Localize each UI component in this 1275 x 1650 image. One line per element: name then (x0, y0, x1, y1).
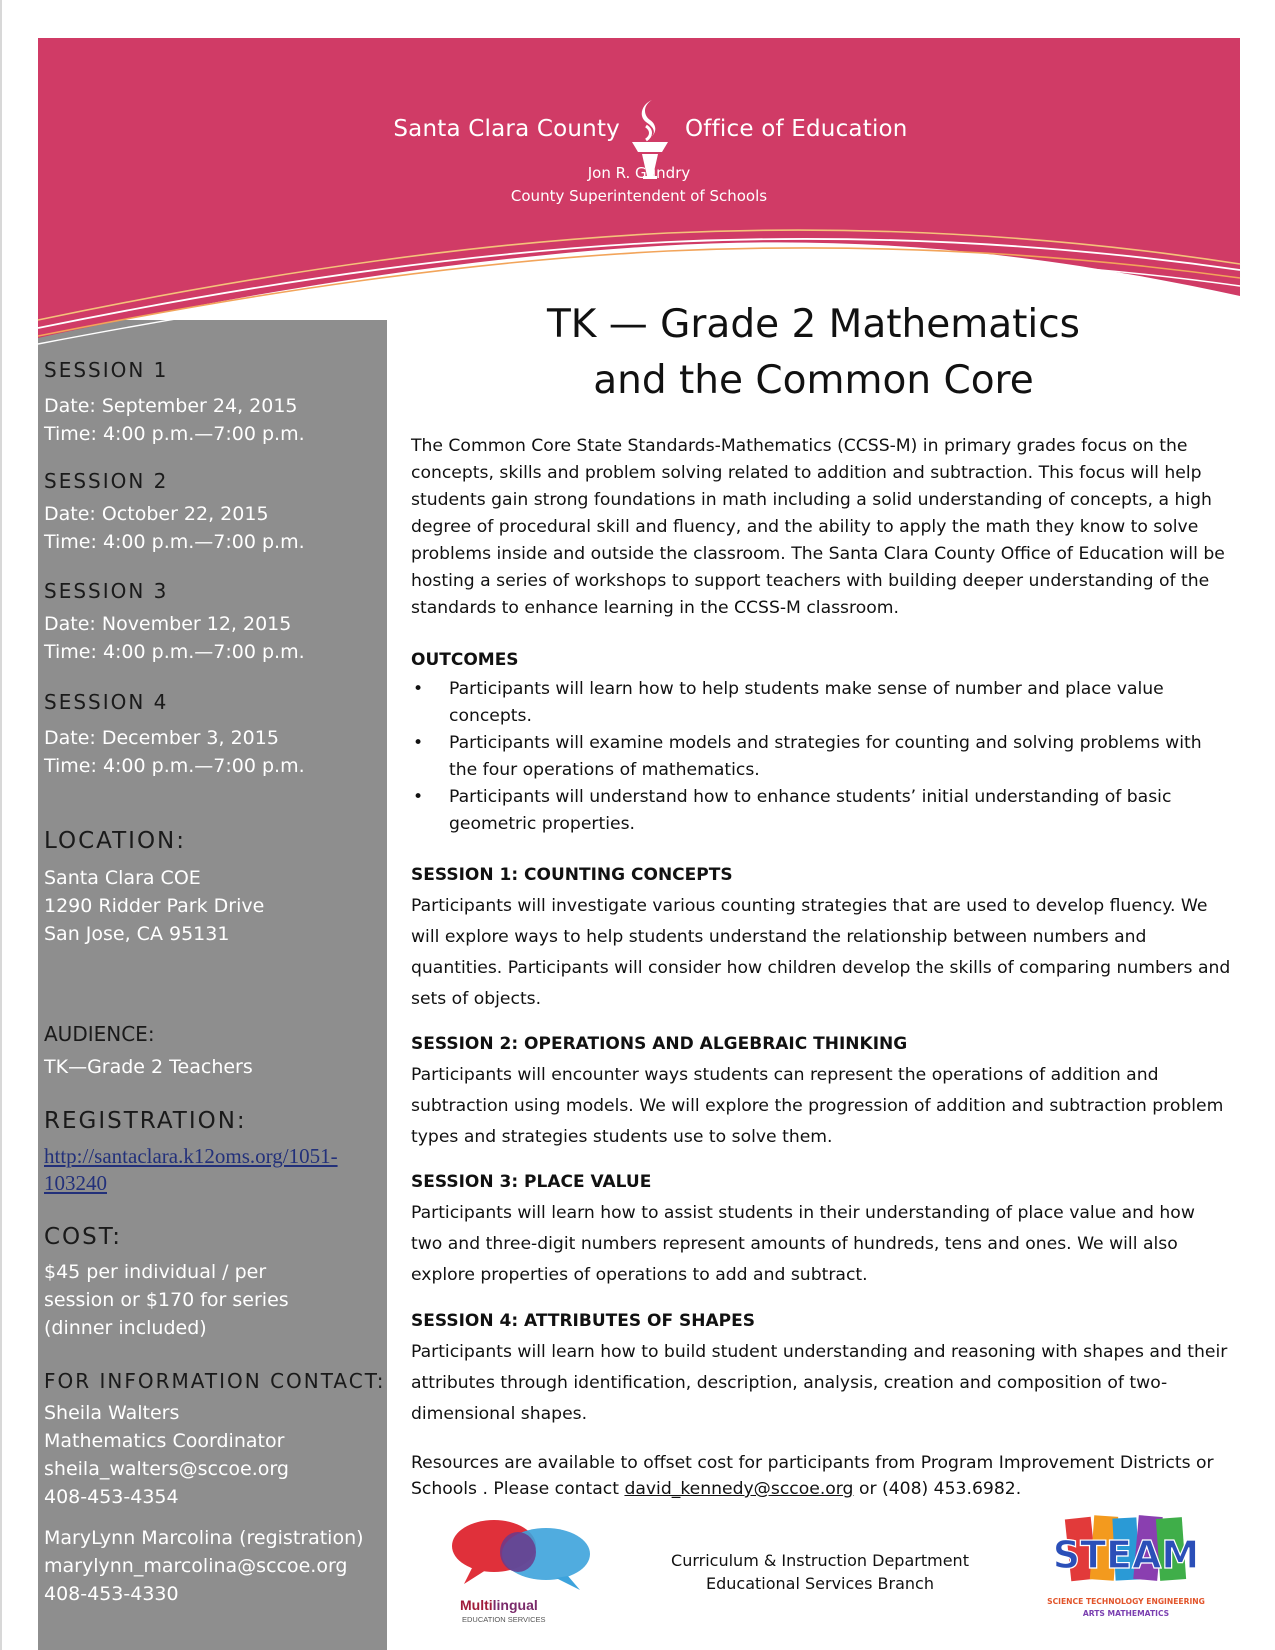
mls-logo-subtext: EDUCATION SERVICES (462, 1615, 546, 1624)
session-date: Date: September 24, 2015 (44, 395, 298, 417)
cost-line: (dinner included) (44, 1317, 207, 1339)
outcomes-list (411, 676, 1231, 838)
intro-paragraph: The Common Core State Standards-Mathematics (CCSS-M) in primary grades focus on the concepts, skills and problem solving related to addition and subtraction. This focus will help students gain strong foundations in math including a solid understanding of concepts, a high degree of procedural skill and fluency, and the ability to apply the math they know to solve problems inside and outside the classroom. The Santa Clara County Office of Education will be hosting a series of workshops to support teachers with building deeper understanding of the standards to enhance learning in the CCSS-M classroom. (411, 436, 1225, 618)
contact-heading: FOR INFORMATION CONTACT: (44, 1369, 386, 1393)
registration-link[interactable] (44, 1143, 338, 1197)
superintendent-name: Jon R. Gundry (587, 164, 691, 182)
org-name-left: Santa Clara County (393, 116, 620, 142)
session-4-section (411, 1306, 1231, 1430)
cost-heading: COST: (44, 1224, 123, 1250)
contact-name: MaryLynn Marcolina (registration) (44, 1527, 364, 1549)
resources-note (411, 1450, 1231, 1502)
cost-line: $45 per individual / per (44, 1261, 267, 1283)
contact-email[interactable]: sheila_walters@sccoe.org (44, 1458, 289, 1480)
session-1-section (411, 860, 1231, 1015)
steam-logo-subtext: ARTS MATHEMATICS (1082, 1609, 1170, 1618)
superintendent-title: County Superintendent of Schools (510, 187, 768, 205)
sidebar-session-2-details (44, 500, 305, 556)
registration-link-line[interactable]: 103240 (44, 1171, 107, 1195)
steam-logo-subtext: SCIENCE TECHNOLOGY ENGINEERING (1047, 1597, 1205, 1606)
contact-marylynn (44, 1524, 364, 1608)
session-time: Time: 4:00 p.m.—7:00 p.m. (44, 755, 305, 777)
resources-email-link[interactable]: david_kennedy@sccoe.org (624, 1479, 854, 1499)
registration-heading: REGISTRATION: (44, 1108, 247, 1134)
list-item: • Participants will understand how to enhance students’ initial understanding of basic geometric properties. (411, 784, 1231, 838)
multilingual-services-logo (450, 1518, 592, 1636)
session-time: Time: 4:00 p.m.—7:00 p.m. (44, 423, 305, 445)
session-heading: SESSION 4: ATTRIBUTES OF SHAPES (411, 1311, 755, 1331)
sidebar-session-4-heading: SESSION 4 (44, 690, 169, 714)
session-date: Date: October 22, 2015 (44, 503, 269, 525)
org-name-right: Office of Education (685, 116, 908, 142)
department-line: Educational Services Branch (706, 1574, 934, 1593)
session-time: Time: 4:00 p.m.—7:00 p.m. (44, 531, 305, 553)
session-2-section (411, 1029, 1231, 1153)
department-info (620, 1549, 1020, 1595)
outcomes-section (411, 647, 1231, 838)
superintendent (38, 162, 1240, 208)
contact-name: Sheila Walters (44, 1402, 180, 1424)
contact-email[interactable]: marylynn_marcolina@sccoe.org (44, 1555, 348, 1577)
audience-heading: AUDIENCE: (44, 1022, 155, 1046)
title-line-2: and the Common Core (593, 358, 1034, 403)
registration-link-line[interactable]: http://santaclara.k12oms.org/1051- (44, 1144, 338, 1168)
title-line-1: TK — Grade 2 Mathematics (546, 302, 1081, 347)
list-item: • Participants will learn how to help students make sense of number and place value concepts. (411, 676, 1231, 730)
sidebar-session-4-details (44, 724, 305, 780)
mls-logo-text: Multilingual (460, 1597, 538, 1613)
contact-sheila (44, 1399, 289, 1511)
session-heading: SESSION 3: PLACE VALUE (411, 1172, 652, 1192)
resources-phone: or (408) 453.6982. (858, 1479, 1022, 1499)
address-line: Santa Clara COE (44, 867, 201, 889)
page-title (387, 297, 1240, 409)
session-body: Participants will learn how to build student understanding and reasoning with shapes and their attributes through identification, description, analysis, creation and composition of two-dimensional shapes. (411, 1342, 1228, 1424)
cost-line: session or $170 for series (44, 1289, 289, 1311)
sidebar-session-1-heading: SESSION 1 (44, 358, 169, 382)
location-heading: LOCATION: (44, 828, 186, 854)
session-date: Date: December 3, 2015 (44, 727, 279, 749)
contact-phone: 408-453-4330 (44, 1583, 179, 1605)
sidebar-session-1-details (44, 392, 305, 448)
resources-text: Resources are available to offset cost for participants from Program Improvement Districts or Schools . Please contact (411, 1453, 1214, 1499)
address-line: 1290 Ridder Park Drive (44, 895, 265, 917)
session-heading: SESSION 2: OPERATIONS AND ALGEBRAIC THINKING (411, 1034, 908, 1054)
org-name (38, 96, 1240, 156)
audience-value: TK—Grade 2 Teachers (44, 1056, 253, 1078)
address-line: San Jose, CA 95131 (44, 923, 230, 945)
sidebar-session-2-heading: SESSION 2 (44, 469, 169, 493)
session-time: Time: 4:00 p.m.—7:00 p.m. (44, 641, 305, 663)
session-heading: SESSION 1: COUNTING CONCEPTS (411, 865, 733, 885)
department-line: Curriculum & Instruction Department (671, 1551, 969, 1570)
session-body: Participants will learn how to assist students in their understanding of place value and how two and three-digit numbers represent amounts of hundreds, tens and ones. We will also explore properties of operations to add and subtract. (411, 1203, 1195, 1285)
session-body: Participants will investigate various counting strategies that are used to develop fluency. We will explore ways to help students understand the relationship between numbers and quantities. Participants will consider how children develop the skills of comparing numbers and sets of objects. (411, 896, 1231, 1009)
cost-details (44, 1258, 289, 1342)
page-edge (0, 0, 2, 1650)
list-item: • Participants will examine models and strategies for counting and solving problems with the four operations of mathematics. (411, 730, 1231, 784)
steam-logo (1047, 1512, 1205, 1640)
sidebar-session-3-heading: SESSION 3 (44, 579, 169, 603)
session-body: Participants will encounter ways students can represent the operations of addition and subtraction using models. We will explore the progression of addition and subtraction problem types and strategies students use to solve them. (411, 1065, 1224, 1147)
session-3-section (411, 1167, 1231, 1291)
steam-logo-text: STEAM (1052, 1533, 1200, 1577)
sidebar-session-3-details (44, 610, 305, 666)
contact-phone: 408-453-4354 (44, 1486, 179, 1508)
outcomes-heading: OUTCOMES (411, 650, 519, 670)
session-date: Date: November 12, 2015 (44, 613, 292, 635)
contact-title: Mathematics Coordinator (44, 1430, 285, 1452)
location-address (44, 864, 264, 948)
